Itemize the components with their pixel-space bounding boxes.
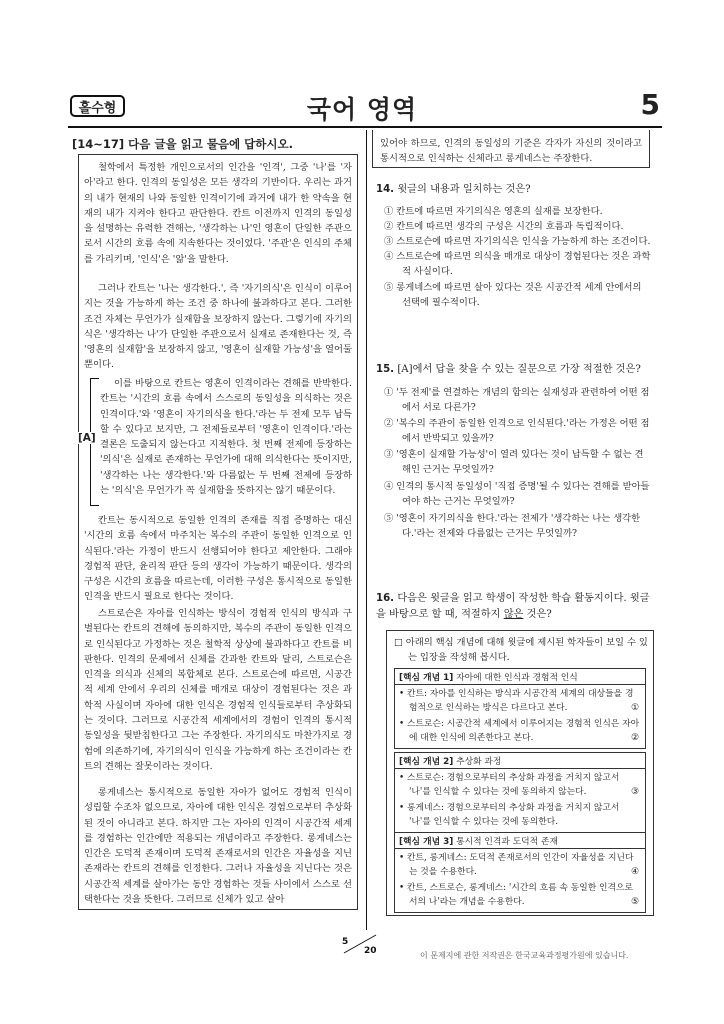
page-fraction-graphic <box>338 934 382 954</box>
passage-paragraph-5: 롱게네스는 통시적으로 동일한 자아가 없어도 경험적 인식이 성립할 수조차 없으므로, 자아에 대한 인식은 경험으로부터 추상화된 것이 아니라고 본다. 하지만 그는 자아의 인격이 시공간적 세계를 경험하는 인간에만 적용되는 개념이라고 주장한다. 롱게네스는 인간은 도덕적 존재이며 도덕적 존재로서의 인간은 자율성을 지닌 존재라는 칸트의 견해를 인정한다. 그러나 자율성을 지닌다는 것은 시공간적 세계를 살아가는 동안 경험하는 것들 사이에서 스스로 선택한다는 것을 뜻한다. 그러므로 신체가 있고 살아 <box>84 787 352 906</box>
concept-name: 통시적 인격과 도덕적 존재 <box>453 837 558 847</box>
q14-option-5[interactable]: ⑤ 롱게네스에 따르면 살아 있다는 것은 시공간적 세계 안에서의 선택에 필수적이다. <box>384 282 642 309</box>
page-indicator <box>338 934 382 954</box>
instruction: [14~17] 다음 글을 읽고 물음에 답하시오. <box>72 137 293 151</box>
concept-2 <box>394 752 646 833</box>
q14-option-2[interactable]: ② 칸트에 따르면 생각의 구성은 시간의 흐름과 독립적이다. <box>384 221 624 232</box>
concept-item[interactable]: • 칸트: 자아를 인식하는 방식과 시공간적 세계의 대상들을 경험적으로 인식하는 방식은 다르다고 본다. ① <box>399 689 639 713</box>
copyright-note: 이 문제지에 관한 저작권은 한국교육과정평가원에 있습니다. <box>420 951 629 960</box>
item-text: • 칸트: 자아를 인식하는 방식과 시공간적 세계의 대상들을 경험적으로 인식하는 방식은 다르다고 본다. <box>399 689 634 713</box>
question-15 <box>376 362 652 378</box>
q15-option-2[interactable]: ② '복수의 주관이 동일한 인격으로 인식된다.'라는 가정은 어떤 점에서 반박되고 있을까? <box>384 418 650 445</box>
concept-header <box>395 753 645 769</box>
question-stem: 다음은 윗글을 읽고 학생이 작성한 학습 활동지이다. 윗글을 바탕으로 할 때, 적절하지 <box>376 593 650 620</box>
concept-item[interactable]: • 스트로슨: 경험으로부터의 추상화 과정을 거치지 않고서 '나'를 인식할 수 있다는 것에 동의하지 않는다. ③ <box>399 773 639 797</box>
concept-item[interactable]: • 칸트, 스트로슨, 롱게네스: '시간의 흐름 속 동일한 인격으로서의 나'라는 개념을 수용한다. ⑤ <box>399 883 639 907</box>
q15-option-1[interactable]: ① '두 전제'를 연결하는 개념의 함의는 실재성과 관련하여 어떤 점에서 서로 다른가? <box>384 387 650 414</box>
question-stem: 윗글의 내용과 일치하는 것은? <box>397 184 531 195</box>
concept-header <box>395 669 645 685</box>
item-text: • 칸트, 롱게네스: 도덕적 존재로서의 인간이 자율성을 지닌다는 것을 수용한다. <box>399 853 634 877</box>
passage-paragraph-4: 스트로슨은 자아를 인식하는 방식이 경험적 인식의 방식과 구별된다는 칸트의 견해에 동의하지만, 복수의 주관이 동일한 인격으로 인식된다고 가정하는 것은 철학적 상상에 불과하다고 칸트를 비판한다. 인격의 문제에서 신체를 간과한 칸트와 달리, 스트로슨은 인격을 의식과 신체의 복합체로 본다. 스트로슨에 따르면, 시공간적 세계 안에서 우리의 신체를 매개로 대상이 경험된다는 것은 과학적 사실이며 자아에 대한 인식은 경험적 인식들로부터 추상화되는 것이다. 그러므로 시공간적 세계에서의 경험이 인격의 통시적 동일성을 뒷받침한다고 그는 주장한다. 자기의식도 마찬가지로 경험에 의존하기에, 자기의식이 인식을 가능하게 하는 조건이라는 칸트의 견해는 잘못이라는 것이다. <box>84 608 352 772</box>
page-title: 국어 영역 <box>306 95 418 124</box>
concept-3 <box>394 832 646 913</box>
concept-header <box>395 833 645 849</box>
question-number: 14. <box>376 184 395 195</box>
concept-tag: [핵심 개념 3] <box>399 837 454 847</box>
passage-paragraph-2: 그러나 칸트는 '나는 생각한다.', 즉 '자기의식'은 인식이 이루어지는 것을 가능하게 하는 조건 중 하나에 불과하다고 본다. 그러한 조건 자체는 무언가가 실재함을 보장하지 않는다. 그렇기에 자기의식은 '생각하는 나'가 단일한 주관으로서 실재로 존재한다는 것, 즉 '영혼의 실재함'을 보장하지 않고, '영혼이 실재할 가능성'을 열어둘 뿐이다. <box>84 283 352 371</box>
question-stem: [A]에서 답을 찾을 수 있는 질문으로 가장 적절한 것은? <box>397 364 641 375</box>
concept-1 <box>394 668 646 749</box>
worksheet-intro: □ 아래의 핵심 개념에 대해 윗글에 제시된 학자들이 보일 수 있는 입장을 작성해 봅시다. <box>394 637 648 664</box>
question-number: 15. <box>376 364 395 375</box>
passage-continuation: 있어야 하므로, 인격의 동일성의 기준은 각자가 자신의 것이라고 통시적으로 인식하는 신체라고 롱게네스는 주장한다. <box>380 138 642 165</box>
header-rule <box>68 126 662 128</box>
passage-paragraph-1: 철학에서 특정한 개인으로서의 인간을 '인격', 그중 '나'를 '자아'라고 한다. 인격의 동일성은 모든 생각의 기반이다. 우리는 과거의 내가 현재의 나와 동일한 인격이기에 과거에 내가 한 약속을 현재의 내가 지켜야 한다고 판단한다. 칸트 이전까지 인격의 동일성을 설명하는 유력한 견해는, '생각하는 나'인 영혼이 단일한 주관으로서 시간의 흐름 속에 지속한다는 것이었다. '주관'은 인식의 주체를 가리키며, '인식'은 '앎'을 말한다. <box>84 162 352 265</box>
q14-option-3[interactable]: ③ 스트로슨에 따르면 자기의식은 인식을 가능하게 하는 조건이다. <box>384 236 651 247</box>
concept-name: 자아에 대한 인식과 경험적 인식 <box>453 673 578 683</box>
question-stem-end: 것은? <box>523 609 552 620</box>
exam-type-badge: 홀수형 <box>70 95 125 117</box>
column-divider <box>366 130 367 930</box>
question-number: 16. <box>376 593 395 604</box>
q14-option-1[interactable]: ① 칸트에 따르면 자기의식은 영혼의 실재를 보장한다. <box>384 206 603 217</box>
concept-tag: [핵심 개념 2] <box>399 757 454 767</box>
q15-option-4[interactable]: ④ 인격의 통시적 동일성이 '직접 증명'될 수 있다는 견해를 받아들여야 하는 근거는 무엇일까? <box>384 481 650 508</box>
item-text: • 스트로슨: 시공간적 세계에서 이루어지는 경험적 인식은 자아에 대한 인식에 의존한다고 본다. <box>399 719 640 743</box>
q15-option-5[interactable]: ⑤ '영혼이 자기의식을 한다.'라는 전제가 '생각하는 나는 생각한다.'라는 전제와 다름없는 근거는 무엇일까? <box>384 513 641 540</box>
concept-name: 추상화 과정 <box>453 757 502 767</box>
item-text: • 칸트, 스트로슨, 롱게네스: '시간의 흐름 속 동일한 인격으로서의 나'라는 개념을 수용한다. <box>399 883 633 907</box>
concept-item[interactable]: • 스트로슨: 시공간적 세계에서 이루어지는 경험적 인식은 자아에 대한 인식에 의존한다고 본다. ② <box>399 719 640 743</box>
concept-item[interactable]: • 칸트, 롱게네스: 도덕적 존재로서의 인간이 자율성을 지닌다는 것을 수용한다. ④ <box>399 853 639 877</box>
question-stem-underlined: 않은 <box>503 609 524 620</box>
item-text: • 스트로슨: 경험으로부터의 추상화 과정을 거치지 않고서 '나'를 인식할 수 있다는 것에 동의하지 않는다. <box>399 773 620 797</box>
concept-tag: [핵심 개념 1] <box>399 673 454 683</box>
concept-item[interactable] <box>395 799 645 832</box>
passage-paragraph-3: 칸트는 동시적으로 동일한 인격의 존재를 직접 증명하는 대신 '시간의 흐름 속에서 마주치는 복수의 주관이 동일한 인격으로 인식된다.'라는 가정이 반드시 선행되어야 한다고 제안한다. 그래야 경험적 판단, 윤리적 판단 등의 생각이 가능하기 때문이다. 생각의 구성은 시간의 흐름을 따르는데, 이러한 구성은 통시적으로 동일한 인격을 반드시 필요로 한다는 것이다. <box>84 515 352 603</box>
question-16 <box>376 591 652 623</box>
q14-option-4[interactable]: ④ 스트로슨에 따르면 의식을 매개로 대상이 경험된다는 것은 과학적 사실이다. <box>384 251 651 278</box>
footer-total: 20 <box>364 946 377 954</box>
a-label: [A] <box>78 432 96 444</box>
q15-option-3[interactable]: ③ '영혼이 실재할 가능성'이 열려 있다는 것이 납득할 수 없는 견해인 근거는 무엇일까? <box>384 449 644 476</box>
footer-page: 5 <box>342 937 349 947</box>
page-number: 5 <box>640 88 660 121</box>
question-14 <box>376 182 652 198</box>
item-text: • 롱게네스: 경험으로부터의 추상화 과정을 거치지 않고서 '나'를 인식할 수 있다는 것에 동의한다. <box>399 803 620 827</box>
passage-a-section: 이를 바탕으로 칸트는 영혼이 인격이라는 견해를 반박한다. 칸트는 '시간의 흐름 속에서 스스로의 동일성을 의식하는 것은 인격이다.'와 '영혼이 자기의식을 한다.'라는 두 전제 모두 납득할 수 있다고 보지만, 그 전제들로부터 '영혼이 인격이다.'라는 결론은 도출되지 않는다고 지적한다. 첫 번째 전제에 등장하는 '의식'은 실재로 존재하는 무언가에 대해 의식한다는 뜻이지만, '생각하는 나는 생각한다.'와 다름없는 두 번째 전제에 등장하는 '의식'은 무언가가 꼭 실재함을 뜻하지는 않기 때문이다. <box>100 378 352 497</box>
